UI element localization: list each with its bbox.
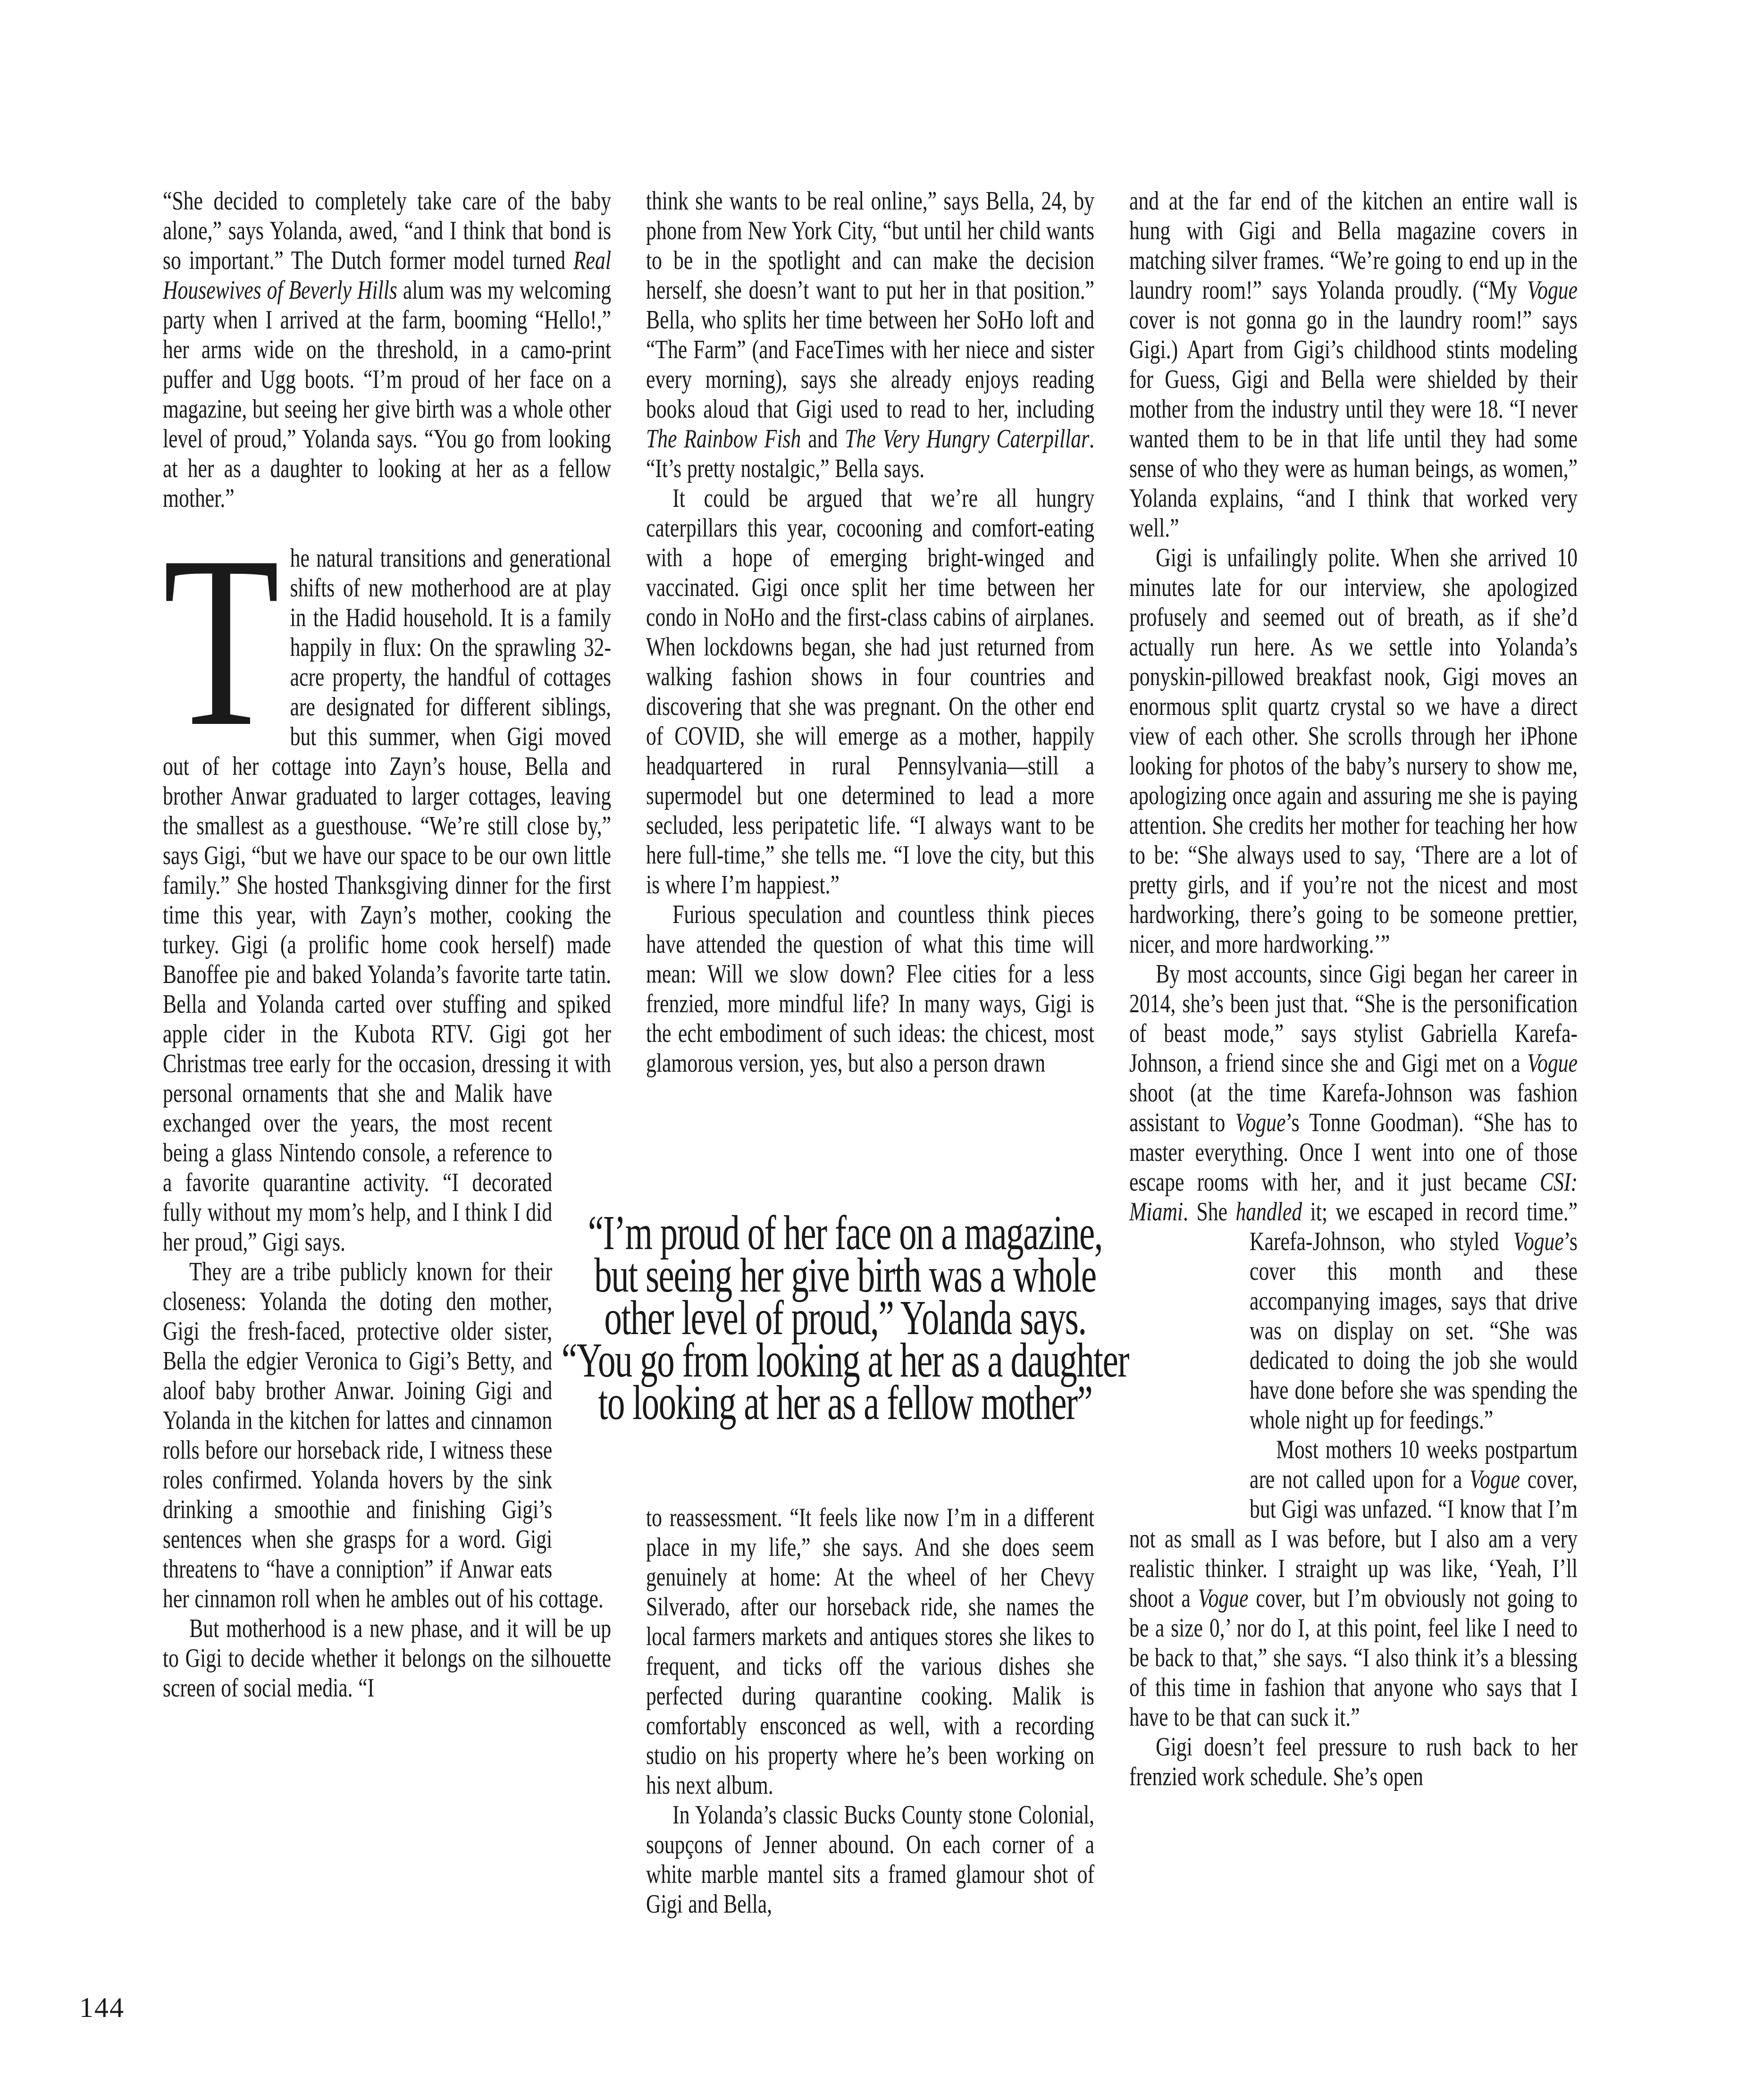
- paragraph: It could be argued that we’re all hungry caterpillars this year, cocooning and comfort-eating with a hope of emerging bright-winged and vaccinated. Gigi once split her time between her condo in NoHo and the first-class cabins of airplanes. When lockdowns began, she had just returned from walking fashion shows in four countries and discovering that she was pregnant. On the other end of COVID, she will emerge as a mother, happily headquartered in rural Pennsylvania—still a supermodel but one determined to lead a more secluded, less peripatetic life. “I always want to be here full-time,” she tells me. “I love the city, but this is where I’m happiest.”: [646, 484, 1095, 899]
- paragraph-text: he natural transitions and generational shifts of new motherhood are at play in the Hadid household. It is a family happily in flux: On the sprawling 32-acre property, the handful of cottages are designated for different siblings, but this summer, when Gigi moved out of her cottage into Zayn’s house, Bella and brother Anwar graduated to larger cottages, leaving the smallest as a guesthouse. “We’re still close by,” says Gigi, “but we have our space to be our own little family.” She hosted Thanksgiving dinner for the first time this year, with Zayn’s mother, cooking the turkey. Gigi (a prolific home cook herself) made Banoffee pie and baked Yolanda’s favorite tarte tatin. Bella and Yolanda carted over stuffing and spiked apple cider in the Kubota RTV. Gigi got her Christmas tree early for the occasion, dressing it with personal ornaments that she and Malik have exchanged over the years, the most recent being a glass Nintendo console, a reference to a favorite quarantine activity. “I decorated fully without my mom’s help, and I think I did her proud,” Gigi says.: [163, 544, 612, 1257]
- column-2-upper: [646, 186, 1094, 1078]
- column-1: [163, 186, 611, 1703]
- paragraph: They are a tribe publicly known for their closeness: Yolanda the doting den mother, Gigi the fresh-faced, protective older sister, Bella the edgier Veronica to Gigi’s Betty, and aloof baby brother Anwar. Joining Gigi and Yolanda in the kitchen for lattes and cinnamon rolls before our horseback ride, I witness these roles confirmed. Yolanda hovers by the sink drinking a smoothie and finishing Gigi’s sentences when she grasps for a word. Gigi threatens to “have a conniption” if Anwar eats her cinnamon roll when he ambles out of his cottage.: [163, 1257, 604, 1613]
- pull-quote-line: but seeing her give birth was a whole: [594, 1248, 1096, 1302]
- drop-cap-paragraph: [163, 506, 612, 1257]
- pull-quote: [522, 1206, 1168, 1430]
- paragraph: “She decided to completely take care of the baby alone,” says Yolanda, awed, “and I think that bond is so important.” The Dutch former model turned Real Housewives of Beverly Hills alum was my welcoming party when I arrived at the farm, booming “Hello!,” her arms wide on the threshold, in a camo-print puffer and Ugg boots. “I’m proud of her face on a magazine, but seeing her give birth was a whole other level of proud,” Yolanda says. “You go from looking at her as a daughter to looking at her as a fellow mother.”: [163, 186, 612, 513]
- paragraph: to reassessment. “It feels like now I’m in a different place in my life,” she says. And she does seem genuinely at home: At the wheel of her Chevy Silverado, after our horseback ride, she names the local farmers markets and antiques stores she likes to frequent, and ticks off the various dishes she perfected during quarantine cooking. Malik is comfortably ensconced as well, with a recording studio on his property where he’s been working on his next album.: [646, 1503, 1095, 1800]
- pull-quote-line: “You go from looking at her as a daughter: [562, 1333, 1129, 1387]
- paragraph: Gigi doesn’t feel pressure to rush back to her frenzied work schedule. She’s open: [1129, 1732, 1578, 1791]
- paragraph: Most mothers 10 weeks postpartum are not called upon for a Vogue cover, but Gigi was unfazed. “I know that I’m not as small as I was before, but I also am a very realistic thinker. I straight up was like, ‘Yeah, I’ll shoot a Vogue cover, but I’m obviously not going to be a size 0,’ nor do I, at this point, feel like I need to be back to that,” she says. “I also think it’s a blessing of this time in fashion that anyone who says that I have to be that can suck it.”: [1129, 1435, 1578, 1732]
- column-3: [1129, 186, 1578, 1792]
- paragraph: think she wants to be real online,” says Bella, 24, by phone from New York City, “but until her child wants to be in the spotlight and can make the decision herself, she doesn’t want to put her in that position.” Bella, who splits her time between her SoHo loft and “The Farm” (and FaceTimes with her niece and sister every morning), says she already enjoys reading books aloud that Gigi used to read to her, including The Rainbow Fish and The Very Hungry Caterpillar. “It’s pretty nostalgic,” Bella says.: [646, 186, 1095, 483]
- column-2-lower: [646, 1503, 1094, 1919]
- pull-quote-line: “I’m proud of her face on a magazine,: [588, 1206, 1103, 1260]
- page-number: 144: [79, 1992, 125, 2023]
- paragraph: In Yolanda’s classic Bucks County stone Colonial, soupçons of Jenner abound. On each corner of a white marble mantel sits a framed glamour shot of Gigi and Bella,: [646, 1800, 1095, 1919]
- paragraph: By most accounts, since Gigi began her career in 2014, she’s been just that. “She is the personification of beast mode,” says stylist Gabriella Karefa-Johnson, a friend since she and Gigi met on a Vogue shoot (at the time Karefa-Johnson was fashion assistant to Vogue’s Tonne Goodman). “She has to master everything. Once I went into one of those escape rooms with her, and it just became CSI: Miami. She handled it; we escaped in record time.” Karefa-Johnson, who styled Vogue’s cover this month and these accompanying images, says that drive was on display on set. “She was dedicated to doing the job she would have done before she was spending the whole night up for feedings.”: [1129, 959, 1578, 1435]
- paragraph: and at the far end of the kitchen an entire wall is hung with Gigi and Bella magazine covers in matching silver frames. “We’re going to end up in the laundry room!” says Yolanda proudly. (“My Vogue cover is not gonna go in the laundry room!” says Gigi.) Apart from Gigi’s childhood stints modeling for Guess, Gigi and Bella were shielded by their mother from the industry until they were 18. “I never wanted them to be in that life until they had some sense of who they were as human beings, as women,” Yolanda explains, “and I think that worked very well.”: [1129, 186, 1578, 543]
- pull-quote-line: to looking at her as a fellow mother”: [598, 1376, 1092, 1430]
- paragraph: Gigi is unfailingly polite. When she arrived 10 minutes late for our interview, she apologized profusely and seemed out of breath, as if she’d actually run here. As we settle into Yolanda’s ponyskin-pillowed breakfast nook, Gigi moves an enormous split quartz crystal so we have a direct view of each other. She scrolls through her iPhone looking for photos of the baby’s nursery to show me, apologizing once again and assuring me she is paying attention. She credits her mother for teaching her how to be: “She always used to say, ‘There are a lot of pretty girls, and if you’re not the nicest and most hardworking, there’s going to be someone prettier, nicer, and more hardworking.’”: [1129, 543, 1578, 959]
- paragraph: But motherhood is a new phase, and it will be up to Gigi to decide whether it belongs on the silhouette screen of social media. “I: [163, 1614, 612, 1703]
- paragraph: Furious speculation and countless think pieces have attended the question of what this time will mean: Will we slow down? Flee cities for a less frenzied, more mindful life? In many ways, Gigi is the echt embodiment of such ideas: the chicest, most glamorous version, yes, but also a person drawn: [646, 900, 1095, 1078]
- drop-cap-letter: T: [163, 506, 277, 777]
- pull-quote-line: other level of proud,” Yolanda says.: [604, 1291, 1086, 1345]
